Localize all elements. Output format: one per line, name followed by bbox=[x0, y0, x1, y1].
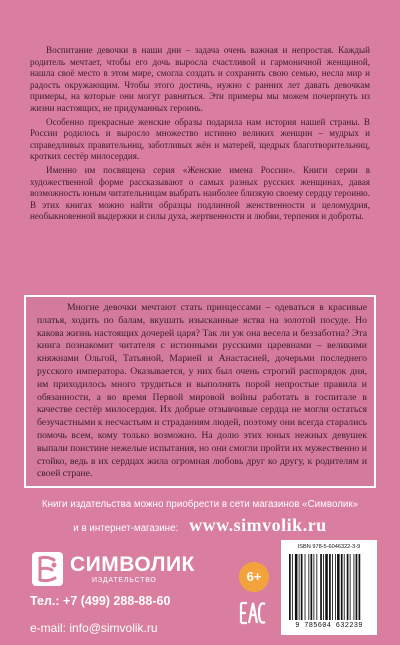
barcode-stripe bbox=[320, 554, 322, 620]
barcode-stripe bbox=[292, 554, 293, 620]
annotation-text bbox=[37, 302, 367, 481]
publisher-name: СИМВОЛИК bbox=[70, 553, 195, 576]
barcode-stripe bbox=[359, 554, 361, 620]
intro-text bbox=[30, 45, 370, 225]
barcode-stripe bbox=[289, 554, 291, 620]
barcode-stripe bbox=[347, 554, 349, 620]
barcode-stripe bbox=[323, 554, 324, 620]
web-prefix: и в интернет-магазине: bbox=[73, 523, 179, 534]
barcode-stripe bbox=[316, 554, 317, 620]
barcode-stripe bbox=[295, 554, 298, 620]
barcode-stripe bbox=[308, 554, 309, 620]
barcode-stripe bbox=[335, 554, 336, 620]
email-value[interactable]: info@simvolik.ru bbox=[69, 621, 158, 635]
phone-label: Тел.: bbox=[30, 594, 60, 608]
phone-value: +7 (499) 288-88-60 bbox=[63, 594, 171, 608]
website-link[interactable]: www.simvolik.ru bbox=[189, 515, 327, 535]
barcode-stripe bbox=[344, 554, 345, 620]
barcode-stripe bbox=[341, 554, 343, 620]
publisher-subtitle: ИЗДАТЕЛЬСТВО bbox=[92, 577, 157, 584]
intro-paragraph-1: Воспитание девочки в наши дни – задача очень важная и непростая. Каждый родитель мечтает, чтобы его дочь выросла счастливой и гармоничной женщиной, нашла своё место в этом мире, смогла создать и сохранить свою семью, несла мир и радость окружающим. Чтобы этого достичь, нужно с ранних лет давать девочкам примеры, на которые они могут равняться. Эти примеры мы можем почерпнуть из жизни настоящих, не придуманных героинь. bbox=[30, 45, 370, 113]
barcode-stripe bbox=[356, 554, 358, 620]
shop-info bbox=[0, 495, 400, 536]
intro-paragraph-2: Особенно прекрасные женские образы подарила нам история нашей страны. В России родилось и выросло множество истинно великих женщин – мудрых и справедливых правительниц, заботливых жён и матерей, щедрых благотворительниц, кротких сестёр милосердия. bbox=[30, 116, 370, 162]
phone-line bbox=[30, 594, 170, 608]
email-label: e-mail: bbox=[30, 621, 67, 635]
email-line bbox=[30, 621, 158, 635]
age-rating-badge: 6+ bbox=[239, 562, 269, 592]
barcode-stripe bbox=[350, 554, 351, 620]
shop-text: Книги издательства можно приобрести в сети магазинов «Символик» bbox=[41, 499, 359, 510]
annotation-paragraph: Многие девочки мечтают стать принцессами – одеваться в красивые платья, ходить по балам, вкушать изысканные яства на золотой посуде. Но какова жизнь настоящих дочерей царя? Так ли уж она весела и беззаботна? Эта книга познакомит читателя с истинными русскими царевнами – великими княжнами Ольгой, Татьяной, Марией и Анастасией, дочерьми последнего русского императора. Оказывается, у них был очень строгий распорядок дня, им приходилось много трудиться и выполнять порой непростые правила и обязанности, а во время Первой мировой войны работать в госпитале в качестве сестёр милосердия. Их добрые отзывчивые сердца не могли остаться безучастными к несчастьям и страданиям людей, поэтому они всегда старались помочь всем, кому только возможно. На долю этих юных нежных девушек выпали поистине нежелые испытания, но они смогли пройти их мужественно и стойко, ведь в их сердцах жила огромная любовь друг ко другу, к родителям и своей стране. bbox=[37, 302, 367, 480]
barcode-stripe bbox=[311, 554, 313, 620]
barcode-stripe bbox=[354, 554, 355, 620]
barcode-stripe bbox=[301, 554, 303, 620]
isbn-text: ISBN 978-5-6046322-3-9 bbox=[297, 544, 361, 550]
barcode-stripe bbox=[299, 554, 300, 620]
barcode-stripe bbox=[332, 554, 333, 620]
barcode-stripe bbox=[325, 554, 328, 620]
barcode-stripe bbox=[305, 554, 306, 620]
barcode-number: 9 785604 632239 bbox=[295, 622, 363, 630]
barcode-block bbox=[281, 540, 377, 635]
barcode-bars bbox=[287, 554, 371, 620]
barcode-stripe bbox=[329, 554, 331, 620]
barcode-stripe bbox=[337, 554, 340, 620]
intro-paragraph-3: Именно им посвящена серия «Женские имена России». Книги серии в художественной форме рассказывают о самых разных русских женщинах, давая возможность юным читательницам выбрать наиболее близкую своему сердцу героиню. В этих книгах можно найти образцы подлинной женственности и целомудрия, необыкновенной выдержки и силы духа, жертвенности и любви, терпения и доброты. bbox=[30, 164, 370, 222]
eac-certification-icon bbox=[239, 600, 267, 626]
publisher-logo bbox=[32, 552, 207, 588]
publisher-emblem-icon bbox=[32, 552, 63, 586]
barcode-stripe bbox=[313, 554, 314, 620]
web-shop-line bbox=[0, 515, 400, 536]
